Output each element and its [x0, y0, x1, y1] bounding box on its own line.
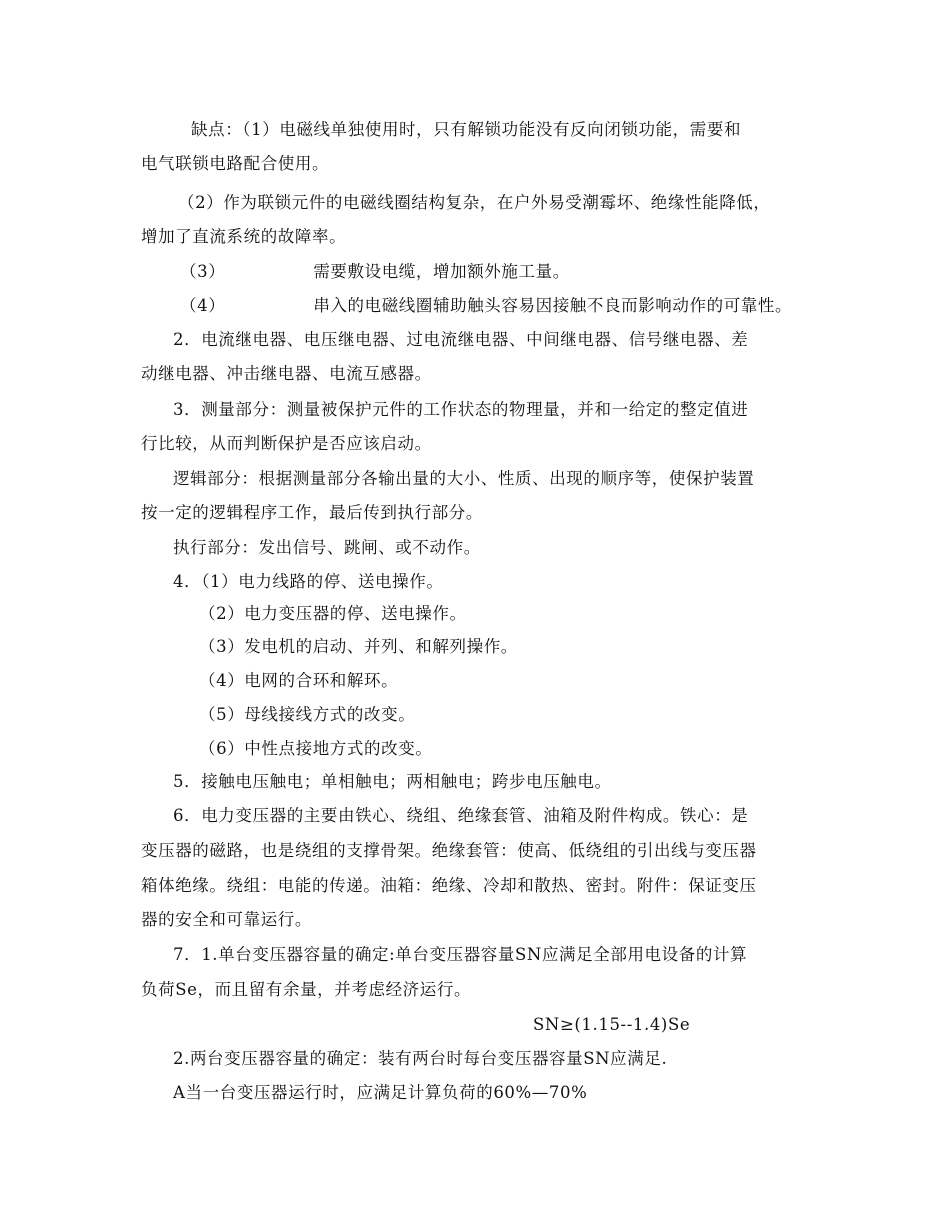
paragraph-line: 执行部分：发出信号、跳闸、或不动作。	[173, 538, 481, 557]
paragraph-line: 按一定的逻辑程序工作，最后传到执行部分。	[141, 503, 483, 522]
paragraph-line: 7．1.单台变压器容量的确定:单台变压器容量SN应满足全部用电设备的计算	[173, 945, 748, 964]
paragraph-line: 2.两台变压器容量的确定：装有两台时每台变压器容量SN应满足.	[173, 1049, 668, 1068]
list-text: 需要敷设电缆，增加额外施工量。	[313, 262, 570, 281]
paragraph-line: 行比较，从而判断保护是否应该启动。	[141, 434, 432, 453]
paragraph-line: A当一台变压器运行时，应满足计算负荷的60%—70%	[173, 1083, 588, 1102]
paragraph-line: （3）发电机的启动、并列、和解列操作。	[199, 637, 518, 656]
paragraph-line: 变压器的磁路，也是绕组的支撑骨架。绝缘套管：使高、低绕组的引出线与变压器	[141, 841, 757, 860]
paragraph-line	[180, 296, 792, 316]
paragraph-line: （2）作为联锁元件的电磁线圈结构复杂，在户外易受潮霉坏、绝缘性能降低，	[178, 193, 771, 212]
paragraph-line: 箱体绝缘。绕组：电能的传递。油箱：绝缘、冷却和散热、密封。附件：保证变压	[141, 876, 757, 895]
paragraph-line: 动继电器、冲击继电器、电流互感器。	[141, 364, 432, 383]
paragraph-line: （6）中性点接地方式的改变。	[199, 739, 433, 758]
paragraph-line: 5．接触电压触电；单相触电；两相触电；跨步电压触电。	[173, 772, 612, 791]
list-marker: （3）	[180, 262, 226, 281]
paragraph-line: （4）电网的合环和解环。	[199, 671, 399, 690]
paragraph-line: 器的安全和可靠运行。	[141, 910, 312, 929]
paragraph-line: 电气联锁电路配合使用。	[141, 154, 330, 173]
list-text: 串入的电磁线圈辅助触头容易因接触不良而影响动作的可靠性。	[313, 296, 793, 315]
paragraph-line: 缺点：（1）电磁线单独使用时，只有解锁功能没有反向闭锁功能，需要和	[191, 120, 742, 139]
formula-line: SN≥(1.15--1.4)Se	[533, 1015, 691, 1034]
paragraph-line	[180, 262, 570, 282]
paragraph-line: 负荷Se，而且留有余量，并考虑经济运行。	[141, 980, 472, 999]
paragraph-line: 增加了直流系统的故障率。	[141, 227, 347, 246]
paragraph-line: 6．电力变压器的主要由铁心、绕组、绝缘套管、油箱及附件构成。铁心：是	[173, 806, 749, 825]
paragraph-line: （2）电力变压器的停、送电操作。	[199, 604, 467, 623]
paragraph-line: 逻辑部分：根据测量部分各输出量的大小、性质、出现的顺序等，使保护装置	[173, 469, 755, 488]
paragraph-line: 3．测量部分：测量被保护元件的工作状态的物理量，并和一给定的整定值进	[173, 400, 749, 419]
list-marker: （4）	[180, 296, 226, 315]
paragraph-line: （5）母线接线方式的改变。	[199, 705, 416, 724]
paragraph-line: 4．（1）电力线路的停、送电操作。	[173, 572, 444, 591]
paragraph-line: 2．电流继电器、电压继电器、过电流继电器、中间继电器、信号继电器、差	[173, 330, 749, 349]
